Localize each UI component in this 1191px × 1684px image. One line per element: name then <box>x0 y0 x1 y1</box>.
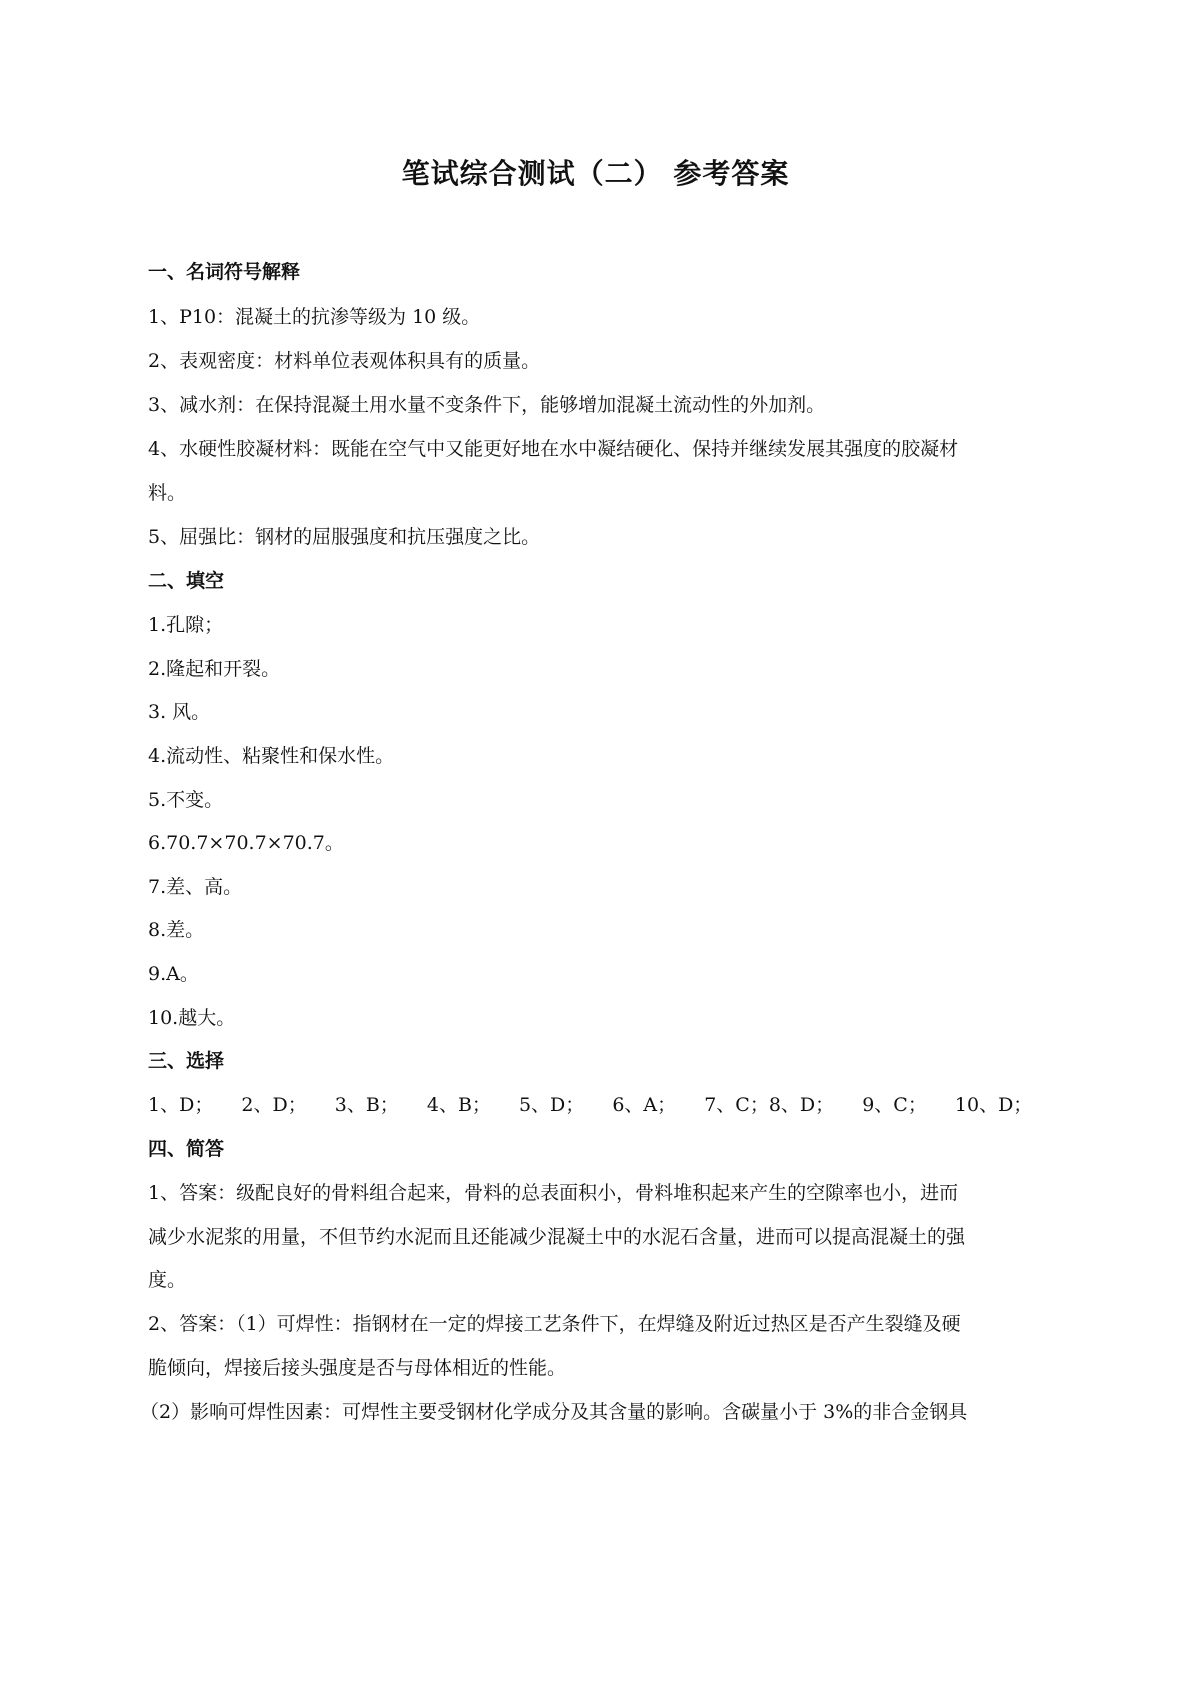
fill-in-answer: 4.流动性、粘聚性和保水性。 <box>148 745 395 767</box>
short-answer-line: 脆倾向，焊接后接头强度是否与母体相近的性能。 <box>148 1357 567 1379</box>
fill-in-answer: 10.越大。 <box>148 1007 236 1029</box>
choice-answer: 1、D； <box>148 1094 214 1116</box>
fill-in-answer: 5.不变。 <box>148 789 224 811</box>
short-answer-line: 度。 <box>148 1269 187 1291</box>
choice-answer: 5、D； <box>518 1094 585 1116</box>
choice-answer: 6、A； <box>612 1094 677 1116</box>
definition-item-continuation: 料。 <box>148 482 187 504</box>
choice-answer: 3、B； <box>334 1094 399 1116</box>
short-answer-line: 1、答案：级配良好的骨料组合起来，骨料的总表面积小，骨料堆积起来产生的空隙率也小，进而 <box>148 1182 959 1204</box>
fill-in-answer: 1.孔隙； <box>148 614 224 636</box>
short-answer-line: （2）影响可焊性因素：可焊性主要受钢材化学成分及其含量的影响。含碳量小于 3%的非合金钢具 <box>140 1401 968 1423</box>
choice-answer: 7、C；8、D； <box>704 1094 835 1116</box>
page-title: 笔试综合测试（二） 参考答案 <box>401 157 790 190</box>
fill-in-answer: 7.差、高。 <box>148 876 243 898</box>
choice-answers-row <box>148 1093 1048 1117</box>
fill-in-answer: 6.70.7×70.7×70.7。 <box>148 832 344 854</box>
section-heading-fill-in: 二、填空 <box>148 570 225 592</box>
fill-in-answer: 2.隆起和开裂。 <box>148 658 281 680</box>
short-answer-line: 减少水泥浆的用量，不但节约水泥而且还能减少混凝土中的水泥石含量，进而可以提高混凝土的强 <box>148 1226 966 1248</box>
choice-answer: 9、C； <box>862 1094 927 1116</box>
choice-answer: 4、B； <box>426 1094 491 1116</box>
definition-item: 2、表观密度：材料单位表观体积具有的质量。 <box>148 350 541 372</box>
definition-item: 5、屈强比：钢材的屈服强度和抗压强度之比。 <box>148 526 541 548</box>
fill-in-answer: 3. 风。 <box>148 701 211 723</box>
section-heading-multiple-choice: 三、选择 <box>148 1050 225 1072</box>
fill-in-answer: 9.A。 <box>148 963 199 985</box>
section-heading-short-answer: 四、简答 <box>148 1138 225 1160</box>
definition-item: 3、减水剂：在保持混凝土用水量不变条件下，能够增加混凝土流动性的外加剂。 <box>148 394 826 416</box>
choice-answer: 10、D； <box>954 1094 1033 1116</box>
definition-item: 4、水硬性胶凝材料：既能在空气中又能更好地在水中凝结硬化、保持并继续发展其强度的胶凝材 <box>148 438 959 460</box>
choice-answer: 2、D； <box>241 1094 307 1116</box>
section-heading-definitions: 一、名词符号解释 <box>148 261 301 283</box>
fill-in-answer: 8.差。 <box>148 919 205 941</box>
short-answer-line: 2、答案：（1）可焊性：指钢材在一定的焊接工艺条件下，在焊缝及附近过热区是否产生裂缝及硬 <box>148 1313 961 1335</box>
definition-item: 1、P10：混凝土的抗渗等级为 10 级。 <box>148 306 481 328</box>
